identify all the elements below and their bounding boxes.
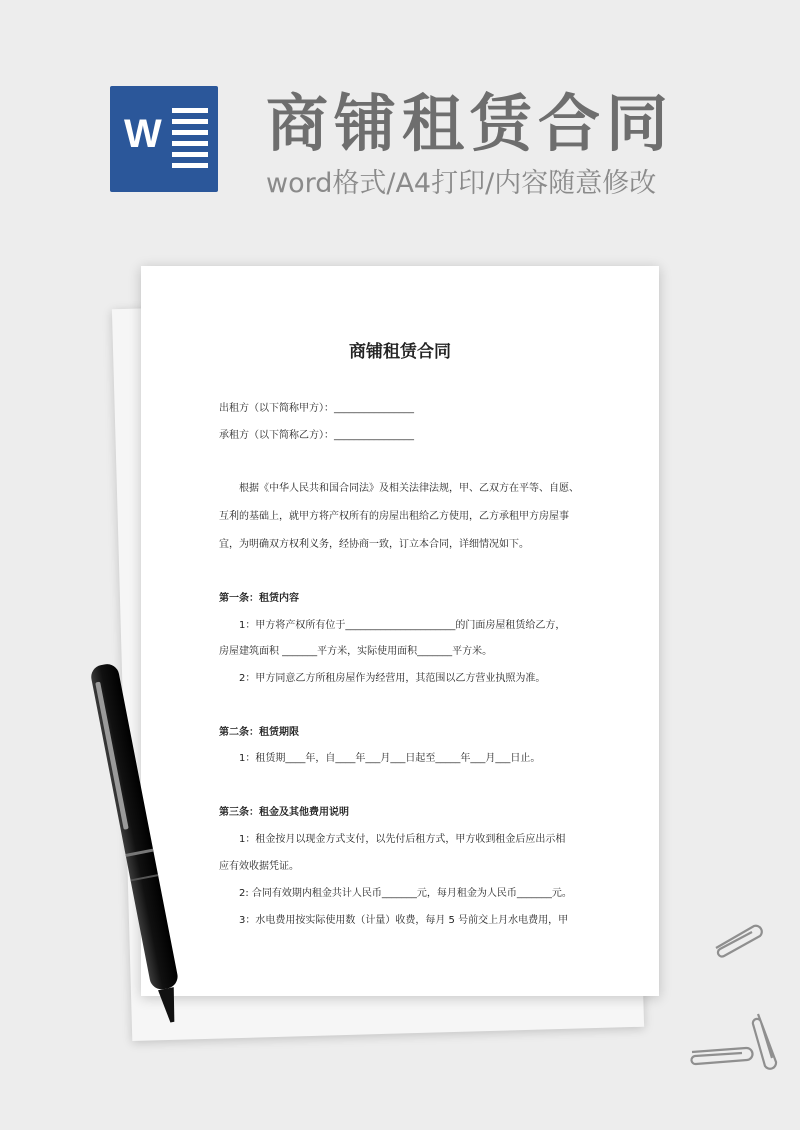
intro-line: 宜，为明确双方权利义务，经协商一致，订立本合同，详细情况如下。: [219, 539, 529, 550]
banner: [0, 0, 800, 230]
article-1-heading: 第一条：租赁内容: [219, 593, 299, 604]
intro-line: 根据《中华人民共和国合同法》及相关法律法规，甲、乙双方在平等、自愿、: [239, 483, 579, 494]
article-3-heading: 第三条：租金及其他费用说明: [219, 807, 349, 818]
document-lines-icon: [172, 108, 208, 170]
document-page: [141, 266, 659, 996]
paperclip-icon: [686, 1042, 756, 1070]
lessee-line: 承租方（以下简称乙方）：________________: [219, 430, 414, 441]
word-logo-icon: [110, 86, 218, 192]
paperclip-icon: [748, 1010, 784, 1072]
intro-line: 互利的基础上，就甲方将产权所有的房屋出租给乙方使用，乙方承租甲方房屋事: [219, 511, 569, 522]
article-1-line: 1：甲方将产权所有位于______________________的门面房屋租赁给乙方，: [239, 620, 566, 631]
article-1-line: 房屋建筑面积 _______平方米，实际使用面积_______平方米。: [219, 646, 493, 657]
article-3-line: 3：水电费用按实际使用数（计量）收费，每月 5 号前交上月水电费用，甲: [239, 915, 569, 926]
article-1-line: 2：甲方同意乙方所租房屋作为经营用，其范围以乙方营业执照为准。: [239, 673, 546, 684]
article-3-line: 1：租金按月以现金方式支付，以先付后租方式，甲方收到租金后应出示相: [239, 834, 566, 845]
article-2-line: 1：租赁期____年，自____年___月___日起至_____年___月___日止。: [239, 753, 541, 764]
word-logo-letter: W: [124, 112, 162, 156]
pen-icon: [80, 655, 200, 1035]
article-2-heading: 第二条：租赁期限: [219, 727, 299, 738]
banner-title: 商铺租赁合同: [266, 87, 675, 160]
paperclip-icon: [708, 918, 768, 958]
lessor-line: 出租方（以下简称甲方）：________________: [219, 403, 414, 414]
banner-subtitle: word格式/A4打印/内容随意修改: [266, 168, 657, 199]
document-title: 商铺租赁合同: [349, 342, 451, 362]
article-3-line: 2: 合同有效期内租金共计人民币_______元，每月租金为人民币_______元。: [239, 888, 572, 899]
article-3-line: 应有效收据凭证。: [219, 861, 299, 872]
